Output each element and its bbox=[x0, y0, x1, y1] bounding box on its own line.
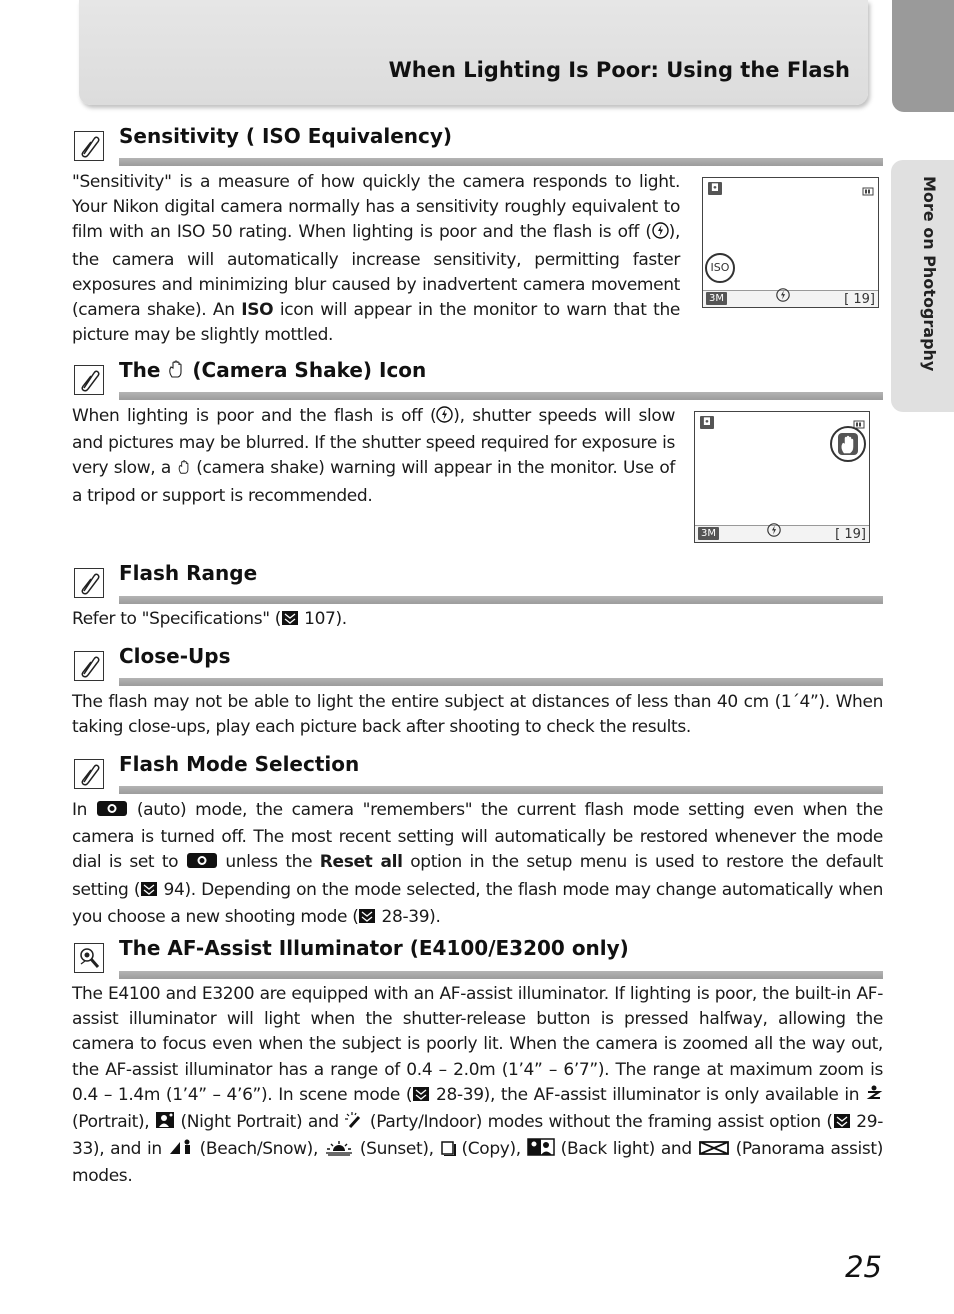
panorama-assist-mode-icon bbox=[698, 1139, 730, 1164]
flash-off-icon bbox=[652, 222, 669, 247]
note-icon bbox=[74, 651, 104, 681]
note-icon bbox=[74, 365, 104, 395]
beach-snow-mode-icon bbox=[168, 1138, 194, 1164]
section-rule bbox=[119, 678, 883, 686]
camera-shake-icon bbox=[177, 458, 191, 483]
page-reference-icon bbox=[140, 880, 158, 905]
party-indoor-mode-icon bbox=[344, 1111, 364, 1137]
auto-mode-icon bbox=[186, 851, 218, 877]
frames-remaining: [ 19] bbox=[844, 292, 875, 307]
section-title-sensitivity: Sensitivity ( ISO Equivalency) bbox=[119, 124, 453, 148]
paragraph-flash-range: Refer to "Specifications" ( 107). bbox=[72, 607, 883, 634]
note-icon bbox=[74, 131, 104, 161]
copy-mode-icon bbox=[440, 1139, 456, 1164]
page-number: 25 bbox=[845, 1250, 882, 1284]
note-icon bbox=[74, 759, 104, 789]
paragraph-af-assist: The E4100 and E3200 are equipped with an AF-assist illuminator. If lighting is poor, the built-in AF-assist illuminator will light when the shutter-release button is pressed halfway, allowing the camera to focus even when the subject is poorly lit. When the camera is zoomed all the way out, the AF-assist illuminator has a range of 0.4 – 2.0m (1’4” – 6’7”). The range at maximum zoom is 0.4 – 1.4m (1’4” – 4’6”). In scene mode ( 28-39), the AF-assist illuminator is only available in (Portrait), (Night Portrait) and (Party/Indoor) modes without the framing assist option ( 29-33), and in (Beach/Snow), (Sunset), (Copy), (Back light) and (Panorama assist) modes. bbox=[72, 984, 884, 1187]
corner-tab bbox=[892, 0, 954, 112]
battery-icon bbox=[862, 181, 874, 200]
page-reference-icon bbox=[358, 907, 376, 932]
iso-indicator: ISO bbox=[705, 253, 735, 283]
image-size-indicator: 3M bbox=[698, 527, 719, 540]
camera-shake-icon bbox=[167, 359, 185, 384]
flash-off-indicator bbox=[767, 522, 781, 541]
camera-mode-icon: ◘ bbox=[708, 182, 722, 195]
section-rule bbox=[119, 596, 883, 604]
page-reference-icon bbox=[281, 609, 299, 634]
page-reference-icon bbox=[412, 1085, 430, 1110]
note-icon bbox=[74, 568, 104, 598]
section-rule bbox=[119, 158, 883, 166]
back-light-mode-icon bbox=[527, 1138, 555, 1164]
paragraph-sensitivity: "Sensitivity" is a measure of how quickly the camera responds to light. Your Nikon digital camera normally has a sensitivity roughly equivalent to film with an ISO 50 rating. When lighting is poor and the flash is off ( ), the camera will automatically increase sensitivity, permitting faster exposures and minimizing blur caused by inadvertent camera movement (camera shake). An ISO icon will appear in the monitor to warn that the picture may be slightly mottled. bbox=[72, 172, 680, 346]
section-rule bbox=[119, 392, 883, 400]
paragraph-flash-mode: In (auto) mode, the camera "remembers" the current flash mode setting even when the camera is turned off. The most recent setting will automatically be restored whenever the mode dial is set to unless the Reset all option in the setup menu is used to restore the default setting ( 94). Depending on the mode selected, the flash mode may change automatically when you choose a new shooting mode ( 28-39). bbox=[72, 798, 883, 932]
tip-icon bbox=[74, 943, 104, 973]
section-title-flash-mode: Flash Mode Selection bbox=[119, 752, 360, 776]
paragraph-close-ups: The flash may not be able to light the entire subject at distances of less than 40 cm (1´4”). When taking close-ups, play each picture back after shooting to check the results. bbox=[72, 692, 883, 738]
section-title-close-ups: Close-Ups bbox=[119, 644, 231, 668]
section-rule bbox=[119, 971, 883, 979]
sunset-mode-icon bbox=[324, 1139, 354, 1164]
page-header-title: When Lighting Is Poor: Using the Flash bbox=[388, 58, 850, 82]
auto-mode-icon bbox=[96, 799, 128, 825]
camera-shake-indicator bbox=[830, 426, 866, 462]
section-title-camera-shake: The (Camera Shake) Icon bbox=[119, 358, 427, 382]
section-rule bbox=[119, 786, 883, 794]
camera-mode-icon: ◘ bbox=[700, 416, 714, 429]
image-size-indicator: 3M bbox=[706, 292, 727, 305]
section-title-af-assist: The AF-Assist Illuminator (E4100/E3200 only) bbox=[119, 936, 629, 960]
page-reference-icon bbox=[833, 1112, 851, 1137]
section-title-flash-range: Flash Range bbox=[119, 561, 258, 585]
monitor-iso-illustration bbox=[702, 177, 879, 308]
monitor-camera-shake-illustration bbox=[694, 411, 870, 543]
frames-remaining: [ 19] bbox=[835, 527, 866, 542]
night-portrait-mode-icon bbox=[155, 1111, 175, 1137]
flash-off-indicator bbox=[776, 287, 790, 306]
flash-off-icon bbox=[436, 406, 453, 431]
side-tab-label: More on Photography bbox=[920, 176, 939, 372]
paragraph-camera-shake: When lighting is poor and the flash is off ( ), shutter speeds will slow and pictures may be blurred. If the shutter speed required for exposure is very slow, a (camera shake) warning will appear in the monitor. Use of a tripod or support is recommended. bbox=[72, 406, 676, 506]
portrait-mode-icon bbox=[865, 1084, 883, 1110]
header-band bbox=[79, 0, 868, 105]
